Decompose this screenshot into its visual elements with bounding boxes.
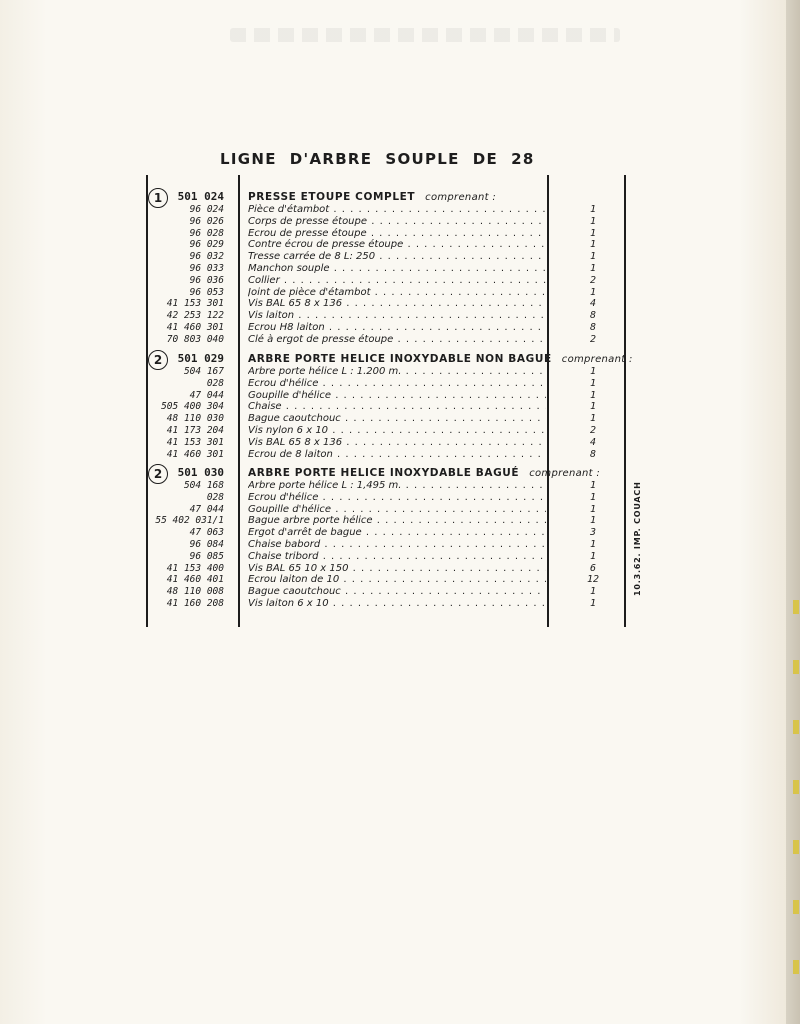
part-description: Ecrou d'hélice . . . — [248, 492, 546, 504]
table-row — [148, 322, 618, 334]
table-row — [148, 204, 618, 216]
part-quantity: 1 — [589, 251, 597, 263]
part-description: Vis BAL 65 8 x 136 . . . — [248, 437, 546, 449]
printer-imprint: 10.3.62. IMP. COUACH — [633, 481, 642, 596]
part-code: 41 460 401 — [166, 574, 224, 586]
section-title: ARBRE PORTE HELICE INOXYDABLE BAGUÉ comprenant : — [248, 467, 601, 479]
part-code: 96 029 — [189, 239, 224, 251]
part-quantity: 1 — [589, 480, 597, 491]
part-description: Corps de presse étoupe . . . — [248, 216, 546, 228]
table-row — [148, 527, 618, 539]
table-row — [148, 598, 618, 610]
table-row — [148, 401, 618, 413]
table-row — [148, 586, 618, 598]
part-quantity: 1 — [589, 263, 597, 274]
part-description: Ergot d'arrêt de bague . . . — [248, 527, 546, 539]
part-code: 42 253 122 — [166, 310, 224, 322]
table-row — [148, 310, 618, 322]
part-code: 96 026 — [189, 215, 224, 227]
part-quantity: 8 — [589, 448, 597, 460]
part-quantity: 1 — [589, 204, 597, 215]
part-description: Tresse carrée de 8 L: 250 . . . — [248, 251, 546, 263]
table-row — [148, 390, 618, 402]
table-row — [148, 216, 618, 228]
table-row — [148, 515, 618, 527]
edge-tab — [793, 840, 799, 854]
section-title: ARBRE PORTE HELICE INOXYDABLE NON BAGUÉ comprenant : — [248, 353, 633, 365]
part-code: 55 402 031/1 — [155, 515, 224, 527]
part-description: Arbre porte hélice L : 1,495 m. . . . — [248, 480, 546, 492]
part-description: Goupille d'hélice . . . — [248, 390, 546, 402]
table-row — [148, 574, 618, 586]
part-description: Vis BAL 65 8 x 136 . . . — [248, 298, 546, 310]
part-quantity: 1 — [589, 366, 597, 377]
part-description: Ecrou d'hélice . . . — [248, 378, 546, 390]
part-description: Vis laiton . . . — [248, 310, 546, 322]
part-quantity: 1 — [589, 227, 597, 239]
section-header — [148, 464, 618, 480]
edge-tab — [793, 660, 799, 674]
section-code: 501 024 — [177, 190, 224, 203]
part-quantity: 3 — [589, 527, 597, 539]
part-description: Manchon souple . . . — [248, 263, 546, 275]
part-quantity: 8 — [589, 310, 597, 322]
table-row — [148, 378, 618, 390]
part-quantity: 1 — [589, 491, 597, 503]
table-row — [148, 492, 618, 504]
part-description: Vis laiton 6 x 10 . . . — [248, 598, 546, 610]
part-description: Chaise babord . . . — [248, 539, 546, 551]
section-number: 2 — [148, 464, 168, 484]
part-quantity: 1 — [589, 503, 597, 515]
section-number: 2 — [148, 350, 168, 370]
part-description: Collier . . . — [248, 275, 546, 287]
part-quantity: 4 — [589, 436, 597, 448]
table-row — [148, 251, 618, 263]
part-code: 504 168 — [183, 480, 224, 491]
table-row — [148, 449, 618, 461]
edge-tab — [793, 600, 799, 614]
edge-tab — [793, 780, 799, 794]
part-description: Clé à ergot de presse étoupe . . . — [248, 334, 546, 346]
part-quantity: 1 — [589, 286, 597, 298]
part-code: 028 — [206, 491, 224, 503]
part-code: 70 803 040 — [166, 333, 224, 345]
section-title: PRESSE ETOUPE COMPLET comprenant : — [248, 191, 496, 203]
part-quantity: 12 — [586, 574, 600, 586]
part-quantity: 1 — [589, 413, 597, 425]
part-description: Contre écrou de presse étoupe . . . — [248, 239, 546, 251]
part-description: Ecrou de 8 laiton . . . — [248, 449, 546, 461]
part-code: 41 460 301 — [166, 448, 224, 460]
table-row — [148, 287, 618, 299]
part-quantity: 1 — [589, 401, 597, 413]
part-description: Pièce d'étambot . . . — [248, 204, 546, 216]
part-code: 47 063 — [189, 527, 224, 539]
part-description: Vis BAL 65 10 x 150 . . . — [248, 563, 546, 575]
part-code: 96 028 — [189, 227, 224, 239]
table-row — [148, 437, 618, 449]
part-code: 41 153 301 — [166, 436, 224, 448]
part-description: Bague caoutchouc . . . — [248, 413, 546, 425]
table-row — [148, 239, 618, 251]
part-code: 41 153 301 — [166, 298, 224, 310]
section-code: 501 030 — [177, 466, 224, 479]
part-code: 47 044 — [189, 389, 224, 401]
part-quantity: 1 — [589, 377, 597, 389]
part-quantity: 2 — [589, 333, 597, 345]
part-code: 96 085 — [189, 550, 224, 562]
part-quantity: 1 — [589, 598, 597, 609]
bleed-through-text — [230, 28, 620, 42]
part-code: 504 167 — [183, 366, 224, 377]
part-quantity: 1 — [589, 539, 597, 550]
part-code: 505 400 304 — [161, 401, 224, 413]
edge-tab — [793, 960, 799, 974]
part-code: 028 — [206, 377, 224, 389]
part-code: 41 460 301 — [166, 322, 224, 333]
part-code: 41 153 400 — [166, 562, 224, 574]
page-edge — [786, 0, 800, 1024]
table-row — [148, 366, 618, 378]
part-code: 96 036 — [189, 274, 224, 286]
table-row — [148, 413, 618, 425]
part-quantity: 6 — [589, 562, 597, 574]
table-row — [148, 228, 618, 240]
part-description: Bague caoutchouc . . . — [248, 586, 546, 598]
part-description: Chaise . . . — [248, 401, 546, 413]
part-code: 48 110 008 — [166, 586, 224, 598]
edge-tab — [793, 720, 799, 734]
section-comprenant: comprenant : — [425, 192, 496, 203]
part-quantity: 1 — [589, 515, 597, 527]
part-quantity: 1 — [589, 239, 597, 251]
table-row — [148, 275, 618, 287]
part-description: Arbre porte hélice L : 1.200 m. . . . — [248, 366, 546, 378]
table-row — [148, 504, 618, 516]
part-quantity: 1 — [589, 389, 597, 401]
section-comprenant: comprenant : — [561, 354, 633, 365]
part-description: Chaise tribord . . . — [248, 551, 546, 563]
part-quantity: 1 — [589, 586, 597, 598]
edge-tab — [793, 900, 799, 914]
part-code: 96 053 — [189, 286, 224, 298]
table-row — [148, 425, 618, 437]
part-code: 41 173 204 — [166, 425, 224, 436]
part-description: Ecrou H8 laiton . . . — [248, 322, 546, 334]
part-quantity: 1 — [589, 550, 597, 562]
table-rule-right — [624, 175, 626, 627]
section-number: 1 — [148, 188, 168, 208]
section-comprenant: comprenant : — [529, 468, 601, 479]
section-header — [148, 350, 633, 367]
part-quantity: 1 — [589, 215, 597, 227]
part-code: 96 024 — [189, 204, 224, 215]
part-code: 96 084 — [189, 539, 224, 550]
part-quantity: 8 — [589, 322, 597, 333]
part-description: Vis nylon 6 x 10 . . . — [248, 425, 546, 437]
table-row — [148, 263, 618, 275]
part-quantity: 4 — [589, 298, 597, 310]
part-description: Ecrou laiton de 10 . . . — [248, 574, 546, 586]
table-row — [148, 539, 618, 551]
part-description: Ecrou de presse étoupe . . . — [248, 228, 546, 240]
page-title: LIGNE D'ARBRE SOUPLE DE 28 — [220, 150, 535, 168]
part-quantity: 2 — [589, 274, 597, 286]
part-code: 41 160 208 — [166, 598, 224, 609]
table-row — [148, 334, 618, 346]
table-row — [148, 298, 618, 310]
part-quantity: 2 — [589, 425, 597, 436]
part-description: Goupille d'hélice . . . — [248, 504, 546, 516]
part-code: 47 044 — [189, 503, 224, 515]
table-row — [148, 480, 618, 492]
section-header — [148, 188, 618, 204]
table-row — [148, 551, 618, 563]
part-code: 96 033 — [189, 263, 224, 274]
part-description: Joint de pièce d'étambot . . . — [248, 287, 546, 299]
part-code: 48 110 030 — [166, 413, 224, 425]
part-code: 96 032 — [189, 251, 224, 263]
part-description: Bague arbre porte hélice . . . — [248, 515, 546, 527]
section-code: 501 029 — [177, 352, 224, 365]
table-row — [148, 563, 618, 575]
